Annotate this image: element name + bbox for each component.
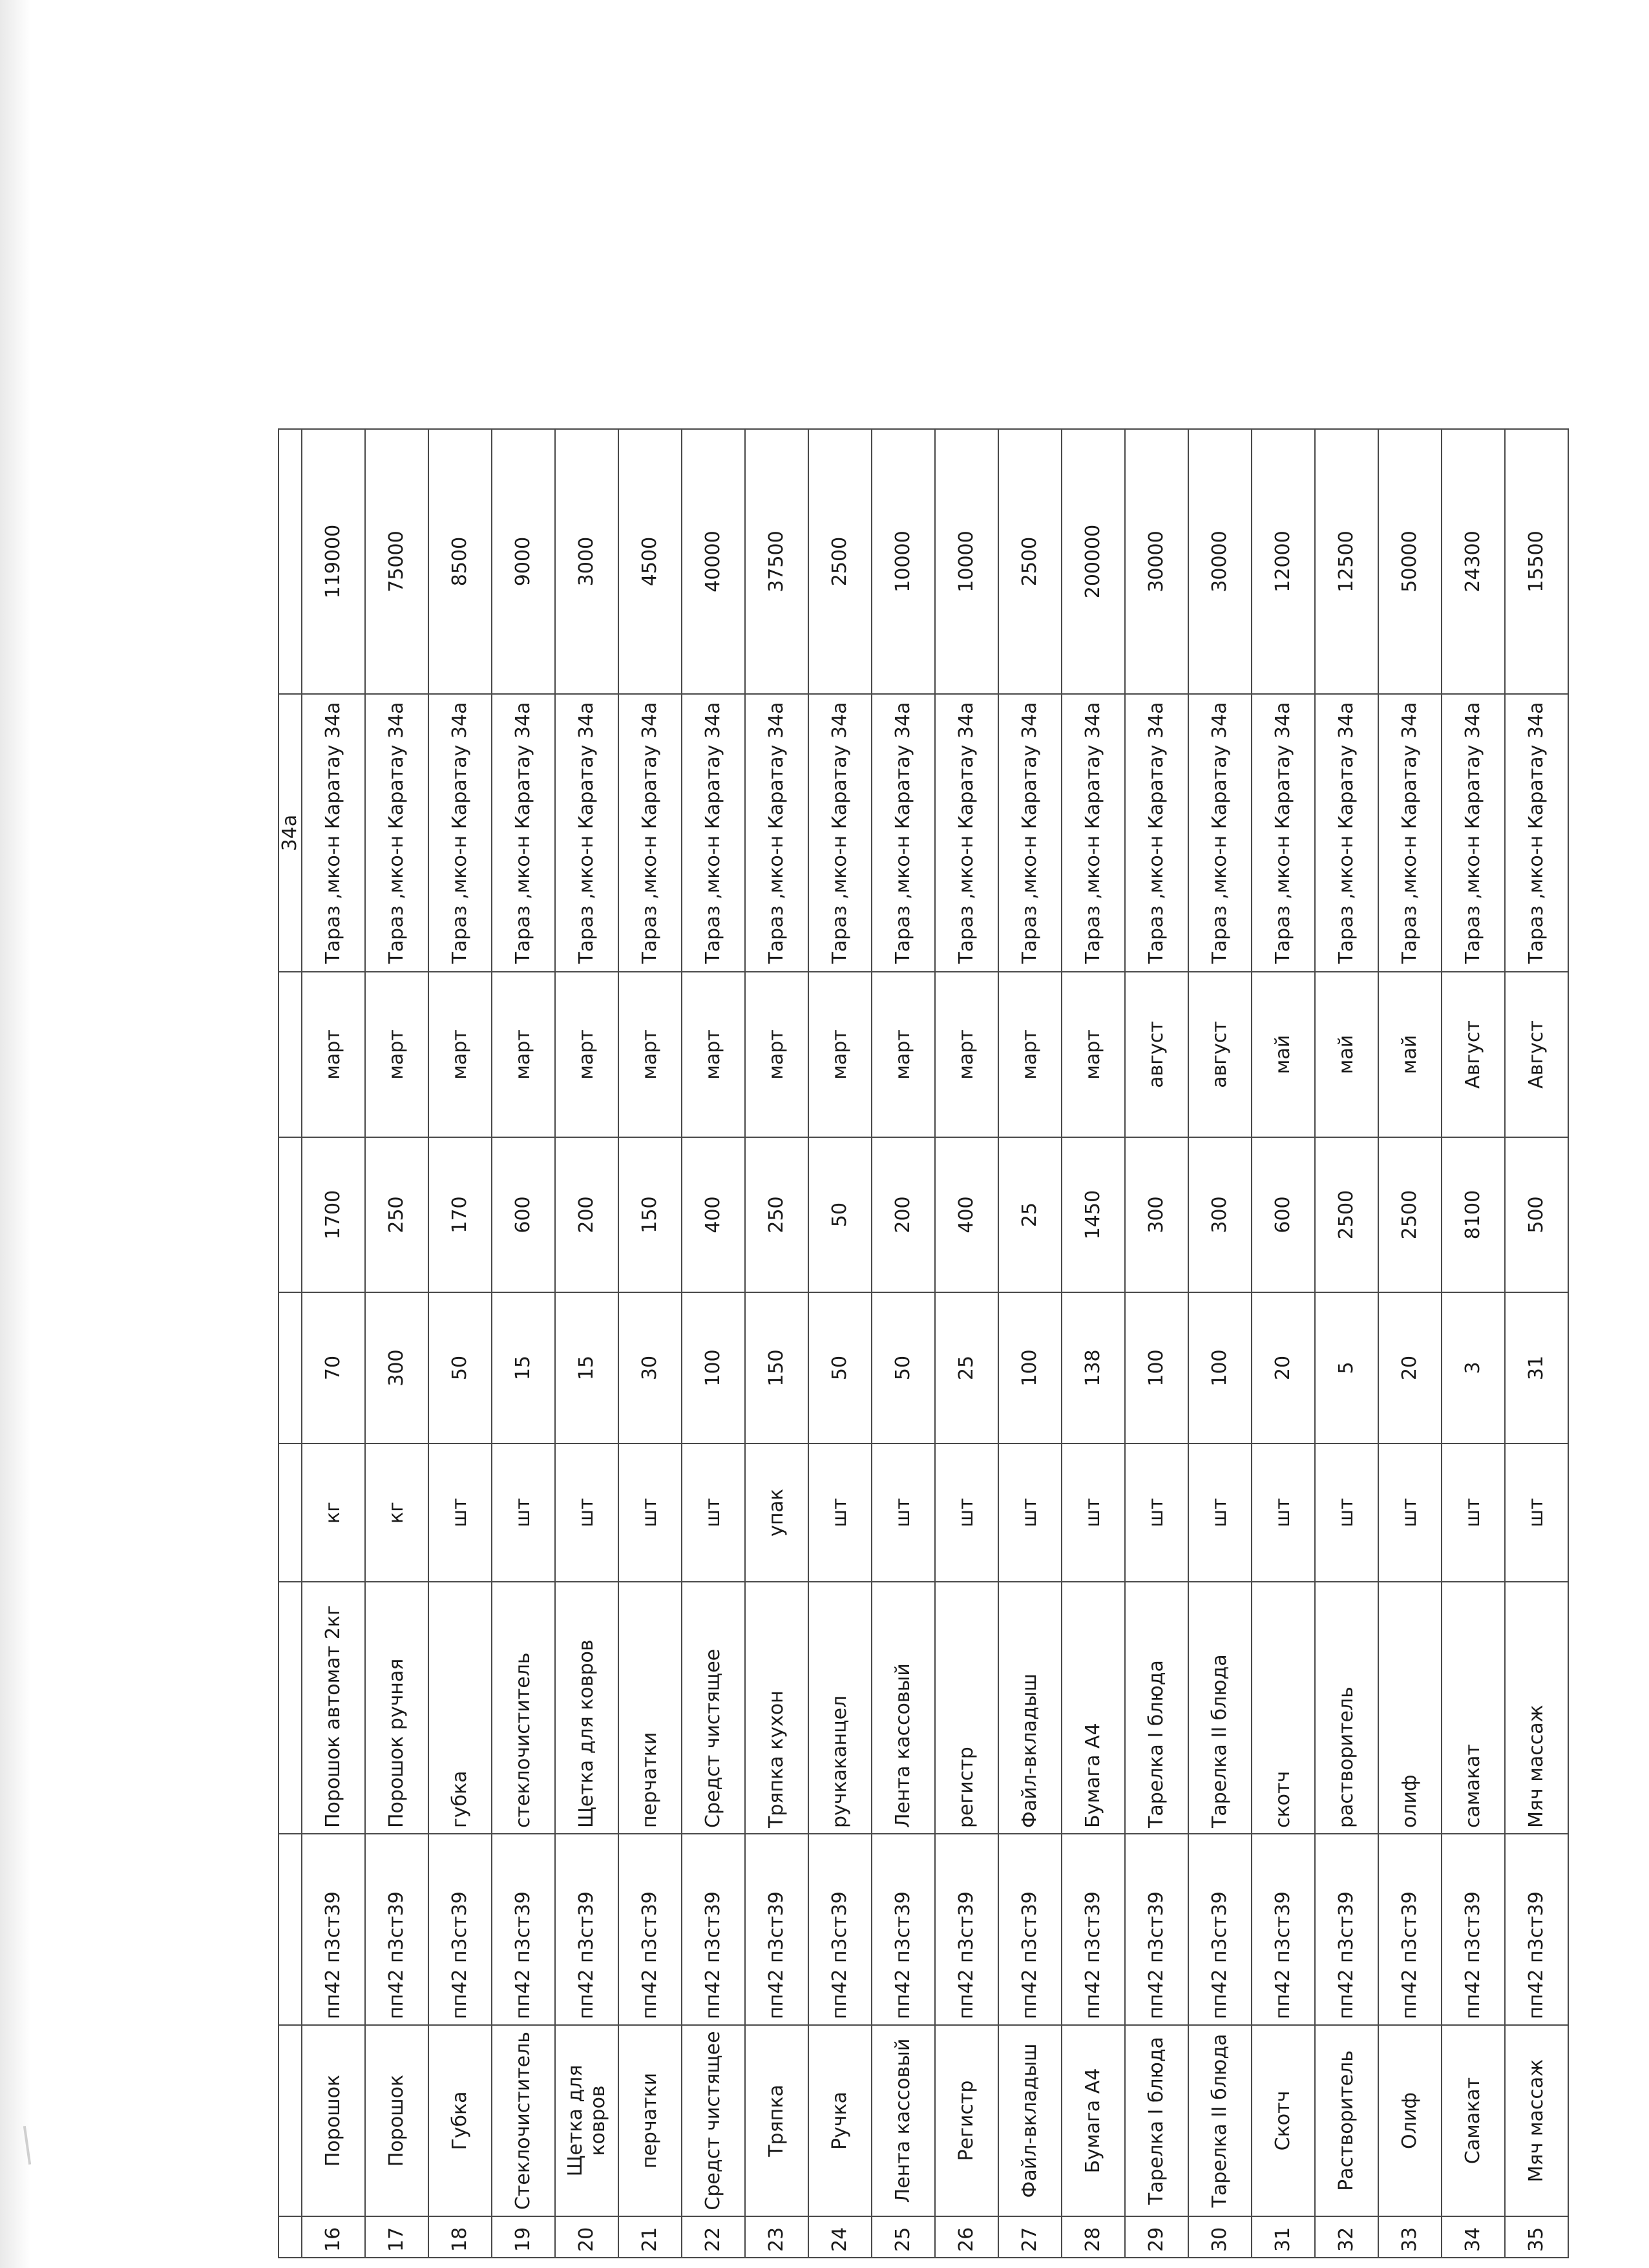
cell-item-name: Бумага А4 bbox=[1062, 2025, 1125, 2216]
cell-unit: кг bbox=[302, 1444, 365, 1582]
cell-quantity: 20 bbox=[1378, 1292, 1442, 1444]
cell-description: стеклочиститель bbox=[492, 1582, 555, 1834]
cell-price: 170 bbox=[428, 1137, 492, 1292]
cell-place: Тараз ,мко-н Каратау 34а bbox=[1442, 694, 1505, 972]
table-row bbox=[872, 429, 935, 2258]
cell-item-name: Олиф bbox=[1378, 2025, 1442, 2216]
table-row bbox=[555, 429, 618, 2258]
table-row bbox=[935, 429, 998, 2258]
table-row bbox=[1442, 429, 1505, 2258]
cell-sum: 75000 bbox=[365, 429, 428, 694]
cell-unit: шт bbox=[1378, 1444, 1442, 1582]
cell-description: Тарелка I блюда bbox=[1125, 1582, 1188, 1834]
cell-quantity: 3 bbox=[1442, 1292, 1505, 1444]
table-body bbox=[278, 429, 1568, 2258]
cell-description: растворитель bbox=[1315, 1582, 1378, 1834]
cell-code: пп42 п3ст39 bbox=[872, 1834, 935, 2025]
cell-place: Тараз ,мко-н Каратау 34а bbox=[1315, 694, 1378, 972]
cell-description: Мяч массаж bbox=[1505, 1582, 1568, 1834]
cell-description: перчатки bbox=[618, 1582, 682, 1834]
cell-unit: шт bbox=[492, 1444, 555, 1582]
cell-sum: 24300 bbox=[1442, 429, 1505, 694]
cell-quantity: 5 bbox=[1315, 1292, 1378, 1444]
cell-price: 400 bbox=[682, 1137, 745, 1292]
cell-number: 21 bbox=[618, 2216, 682, 2258]
cell-number: 27 bbox=[998, 2216, 1062, 2258]
cell-item-name: Скотч bbox=[1252, 2025, 1315, 2216]
table-row-continuation bbox=[278, 429, 302, 2258]
cell-place: Тараз ,мко-н Каратау 34а bbox=[1188, 694, 1252, 972]
cell-sum: 9000 bbox=[492, 429, 555, 694]
cell-number: 31 bbox=[1252, 2216, 1315, 2258]
cell-month: март bbox=[682, 972, 745, 1137]
cell-code: пп42 п3ст39 bbox=[302, 1834, 365, 2025]
cell-sum: 30000 bbox=[1125, 429, 1188, 694]
cell-sum: 200000 bbox=[1062, 429, 1125, 694]
cell-place: Тараз ,мко-н Каратау 34а bbox=[682, 694, 745, 972]
cell-number: 32 bbox=[1315, 2216, 1378, 2258]
cell-description: Порошок ручная bbox=[365, 1582, 428, 1834]
cell-sum: 10000 bbox=[872, 429, 935, 694]
cell-sum: 8500 bbox=[428, 429, 492, 694]
cell-place: Тараз ,мко-н Каратау 34а bbox=[1378, 694, 1442, 972]
cell-price: 500 bbox=[1505, 1137, 1568, 1292]
cell-unit: шт bbox=[1125, 1444, 1188, 1582]
cell-item-name: Губка bbox=[428, 2025, 492, 2216]
cell-empty bbox=[278, 1292, 302, 1444]
cell-number: 18 bbox=[428, 2216, 492, 2258]
cell-sum: 10000 bbox=[935, 429, 998, 694]
cell-place: Тараз ,мко-н Каратау 34а bbox=[998, 694, 1062, 972]
cell-month: март bbox=[808, 972, 872, 1137]
cell-code: пп42 п3ст39 bbox=[1442, 1834, 1505, 2025]
cell-item-name: Лента кассовый bbox=[872, 2025, 935, 2216]
cell-item-name: Порошок bbox=[365, 2025, 428, 2216]
cell-place: Тараз ,мко-н Каратау 34а bbox=[935, 694, 998, 972]
cell-unit: шт bbox=[1188, 1444, 1252, 1582]
table-row bbox=[745, 429, 808, 2258]
cell-month: март bbox=[365, 972, 428, 1137]
cell-sum: 4500 bbox=[618, 429, 682, 694]
cell-unit: кг bbox=[365, 1444, 428, 1582]
cell-place: Тараз ,мко-н Каратау 34а bbox=[365, 694, 428, 972]
cell-quantity: 50 bbox=[428, 1292, 492, 1444]
cell-place: Тараз ,мко-н Каратау 34а bbox=[555, 694, 618, 972]
cell-quantity: 150 bbox=[745, 1292, 808, 1444]
cell-number: 30 bbox=[1188, 2216, 1252, 2258]
cell-unit: шт bbox=[428, 1444, 492, 1582]
cell-price: 600 bbox=[1252, 1137, 1315, 1292]
cell-quantity: 100 bbox=[682, 1292, 745, 1444]
cell-month: март bbox=[872, 972, 935, 1137]
cell-empty bbox=[278, 1582, 302, 1834]
cell-price: 150 bbox=[618, 1137, 682, 1292]
cell-place: Тараз ,мко-н Каратау 34а bbox=[808, 694, 872, 972]
table-row bbox=[998, 429, 1062, 2258]
cell-price: 600 bbox=[492, 1137, 555, 1292]
cell-item-name: Файл-вкладыш bbox=[998, 2025, 1062, 2216]
cell-quantity: 138 bbox=[1062, 1292, 1125, 1444]
cell-place: Тараз ,мко-н Каратау 34а bbox=[1125, 694, 1188, 972]
cell-code: пп42 п3ст39 bbox=[808, 1834, 872, 2025]
cell-price: 250 bbox=[365, 1137, 428, 1292]
cell-code: пп42 п3ст39 bbox=[555, 1834, 618, 2025]
cell-item-name: Порошок bbox=[302, 2025, 365, 2216]
cell-price: 1450 bbox=[1062, 1137, 1125, 1292]
cell-unit: шт bbox=[872, 1444, 935, 1582]
cell-code: пп42 п3ст39 bbox=[1125, 1834, 1188, 2025]
cell-place: Тараз ,мко-н Каратау 34а bbox=[302, 694, 365, 972]
cell-price: 200 bbox=[555, 1137, 618, 1292]
cell-item-name: Тряпка bbox=[745, 2025, 808, 2216]
cell-empty bbox=[278, 1834, 302, 2025]
cell-unit: шт bbox=[1062, 1444, 1125, 1582]
cell-code: пп42 п3ст39 bbox=[682, 1834, 745, 2025]
cell-description: регистр bbox=[935, 1582, 998, 1834]
cell-quantity: 31 bbox=[1505, 1292, 1568, 1444]
cell-quantity: 20 bbox=[1252, 1292, 1315, 1444]
table-row bbox=[618, 429, 682, 2258]
cell-quantity: 100 bbox=[1188, 1292, 1252, 1444]
cell-price: 25 bbox=[998, 1137, 1062, 1292]
cell-place: Тараз ,мко-н Каратау 34а bbox=[492, 694, 555, 972]
cell-sum: 2500 bbox=[808, 429, 872, 694]
cell-month: август bbox=[1188, 972, 1252, 1137]
table-row bbox=[682, 429, 745, 2258]
table-row bbox=[1378, 429, 1442, 2258]
cell-empty bbox=[278, 1444, 302, 1582]
cell-code: пп42 п3ст39 bbox=[428, 1834, 492, 2025]
cell-unit: шт bbox=[555, 1444, 618, 1582]
cell-quantity: 100 bbox=[998, 1292, 1062, 1444]
cell-place: Тараз ,мко-н Каратау 34а bbox=[745, 694, 808, 972]
cell-quantity: 25 bbox=[935, 1292, 998, 1444]
cell-number: 22 bbox=[682, 2216, 745, 2258]
cell-number: 33 bbox=[1378, 2216, 1442, 2258]
cell-month: май bbox=[1378, 972, 1442, 1137]
cell-number: 23 bbox=[745, 2216, 808, 2258]
cell-item-name: Тарелка II блюда bbox=[1188, 2025, 1252, 2216]
table-row bbox=[428, 429, 492, 2258]
cell-month: март bbox=[302, 972, 365, 1137]
cell-number: 17 bbox=[365, 2216, 428, 2258]
cell-number: 26 bbox=[935, 2216, 998, 2258]
cell-price: 2500 bbox=[1378, 1137, 1442, 1292]
cell-price: 300 bbox=[1125, 1137, 1188, 1292]
cell-code: пп42 п3ст39 bbox=[1505, 1834, 1568, 2025]
cell-item-name: Мяч массаж bbox=[1505, 2025, 1568, 2216]
procurement-table bbox=[278, 428, 1569, 2258]
cell-unit: шт bbox=[935, 1444, 998, 1582]
cell-item-name: Самакат bbox=[1442, 2025, 1505, 2216]
cell-unit: шт bbox=[998, 1444, 1062, 1582]
cell-unit: шт bbox=[1442, 1444, 1505, 1582]
cell-empty bbox=[278, 2025, 302, 2216]
cell-empty bbox=[278, 429, 302, 694]
table-row bbox=[365, 429, 428, 2258]
cell-code: пп42 п3ст39 bbox=[618, 1834, 682, 2025]
cell-place: Тараз ,мко-н Каратау 34а bbox=[1252, 694, 1315, 972]
cell-number: 16 bbox=[302, 2216, 365, 2258]
cell-sum: 3000 bbox=[555, 429, 618, 694]
cell-unit: шт bbox=[1252, 1444, 1315, 1582]
cell-number: 35 bbox=[1505, 2216, 1568, 2258]
cell-description: скотч bbox=[1252, 1582, 1315, 1834]
cell-number: 28 bbox=[1062, 2216, 1125, 2258]
cell-sum: 40000 bbox=[682, 429, 745, 694]
cell-code: пп42 п3ст39 bbox=[1315, 1834, 1378, 2025]
cell-item-name: Щетка для ковров bbox=[555, 2025, 618, 2216]
cell-quantity: 300 bbox=[365, 1292, 428, 1444]
cell-place: Тараз ,мко-н Каратау 34а bbox=[1505, 694, 1568, 972]
cell-month: Август bbox=[1442, 972, 1505, 1137]
cell-empty bbox=[278, 1137, 302, 1292]
cell-empty bbox=[278, 972, 302, 1137]
cell-month: Август bbox=[1505, 972, 1568, 1137]
cell-code: пп42 п3ст39 bbox=[1062, 1834, 1125, 2025]
cell-month: март bbox=[618, 972, 682, 1137]
cell-code: пп42 п3ст39 bbox=[492, 1834, 555, 2025]
cell-month: март bbox=[1062, 972, 1125, 1137]
cell-number: 24 bbox=[808, 2216, 872, 2258]
cell-sum: 12500 bbox=[1315, 429, 1378, 694]
cell-description: Щетка для ковров bbox=[555, 1582, 618, 1834]
cell-month: март bbox=[745, 972, 808, 1137]
cell-place: Тараз ,мко-н Каратау 34а bbox=[872, 694, 935, 972]
cell-place: Тараз ,мко-н Каратау 34а bbox=[1062, 694, 1125, 972]
table-row bbox=[1505, 429, 1568, 2258]
cell-unit: шт bbox=[1505, 1444, 1568, 1582]
cell-description: Бумага А4 bbox=[1062, 1582, 1125, 1834]
cell-code: пп42 п3ст39 bbox=[365, 1834, 428, 2025]
cell-place: Тараз ,мко-н Каратау 34а bbox=[428, 694, 492, 972]
cell-code: пп42 п3ст39 bbox=[935, 1834, 998, 2025]
cell-month: март bbox=[428, 972, 492, 1137]
table-row bbox=[1315, 429, 1378, 2258]
cell-description: губка bbox=[428, 1582, 492, 1834]
cell-unit: шт bbox=[618, 1444, 682, 1582]
cell-price: 200 bbox=[872, 1137, 935, 1292]
cell-code: пп42 п3ст39 bbox=[1188, 1834, 1252, 2025]
cell-item-name: Регистр bbox=[935, 2025, 998, 2216]
cell-item-name: Средст чистящее bbox=[682, 2025, 745, 2216]
cell-price: 1700 bbox=[302, 1137, 365, 1292]
cell-description: ручкаканцел bbox=[808, 1582, 872, 1834]
cell-price: 50 bbox=[808, 1137, 872, 1292]
cell-description: Тряпка кухон bbox=[745, 1582, 808, 1834]
cell-price: 400 bbox=[935, 1137, 998, 1292]
cell-month: март bbox=[555, 972, 618, 1137]
cell-quantity: 15 bbox=[492, 1292, 555, 1444]
cell-quantity: 30 bbox=[618, 1292, 682, 1444]
cell-code: пп42 п3ст39 bbox=[1252, 1834, 1315, 2025]
cell-empty bbox=[278, 2216, 302, 2258]
cell-quantity: 100 bbox=[1125, 1292, 1188, 1444]
cell-sum: 12000 bbox=[1252, 429, 1315, 694]
cell-month: май bbox=[1252, 972, 1315, 1137]
table-row bbox=[492, 429, 555, 2258]
table-row bbox=[302, 429, 365, 2258]
cell-description: Порошок автомат 2кг bbox=[302, 1582, 365, 1834]
cell-item-name: Стеклочиститель bbox=[492, 2025, 555, 2216]
cell-month: май bbox=[1315, 972, 1378, 1137]
cell-code: пп42 п3ст39 bbox=[745, 1834, 808, 2025]
cell-month: март bbox=[998, 972, 1062, 1137]
cell-number: 29 bbox=[1125, 2216, 1188, 2258]
cell-sum: 30000 bbox=[1188, 429, 1252, 694]
cell-sum: 2500 bbox=[998, 429, 1062, 694]
cell-item-name: Растворитель bbox=[1315, 2025, 1378, 2216]
cell-sum: 119000 bbox=[302, 429, 365, 694]
cell-quantity: 15 bbox=[555, 1292, 618, 1444]
cell-quantity: 70 bbox=[302, 1292, 365, 1444]
cell-month: август bbox=[1125, 972, 1188, 1137]
scan-edge-shadow bbox=[0, 0, 31, 2268]
cell-price: 250 bbox=[745, 1137, 808, 1292]
cell-quantity: 50 bbox=[872, 1292, 935, 1444]
cell-unit: упак bbox=[745, 1444, 808, 1582]
cell-sum: 50000 bbox=[1378, 429, 1442, 694]
cell-code: пп42 п3ст39 bbox=[1378, 1834, 1442, 2025]
cell-description: Файл-вкладыш bbox=[998, 1582, 1062, 1834]
cell-description: самакат bbox=[1442, 1582, 1505, 1834]
cell-description: Лента кассовый bbox=[872, 1582, 935, 1834]
cell-month: март bbox=[935, 972, 998, 1137]
cell-unit: шт bbox=[808, 1444, 872, 1582]
table-row bbox=[808, 429, 872, 2258]
cell-place: 34a bbox=[278, 694, 302, 972]
cell-price: 2500 bbox=[1315, 1137, 1378, 1292]
table-row bbox=[1125, 429, 1188, 2258]
cell-description: Средст чистящее bbox=[682, 1582, 745, 1834]
cell-number: 19 bbox=[492, 2216, 555, 2258]
cell-sum: 15500 bbox=[1505, 429, 1568, 694]
cell-place: Тараз ,мко-н Каратау 34а bbox=[618, 694, 682, 972]
table-row bbox=[1188, 429, 1252, 2258]
cell-month: март bbox=[492, 972, 555, 1137]
table-row bbox=[1062, 429, 1125, 2258]
cell-item-name: Ручка bbox=[808, 2025, 872, 2216]
cell-number: 34 bbox=[1442, 2216, 1505, 2258]
cell-code: пп42 п3ст39 bbox=[998, 1834, 1062, 2025]
cell-unit: шт bbox=[1315, 1444, 1378, 1582]
cell-price: 300 bbox=[1188, 1137, 1252, 1292]
cell-number: 20 bbox=[555, 2216, 618, 2258]
cell-number: 25 bbox=[872, 2216, 935, 2258]
cell-sum: 37500 bbox=[745, 429, 808, 694]
cell-item-name: Тарелка I блюда bbox=[1125, 2025, 1188, 2216]
cell-description: Тарелка II блюда bbox=[1188, 1582, 1252, 1834]
cell-quantity: 50 bbox=[808, 1292, 872, 1444]
table-row bbox=[1252, 429, 1315, 2258]
cell-unit: шт bbox=[682, 1444, 745, 1582]
cell-item-name: перчатки bbox=[618, 2025, 682, 2216]
cell-description: олиф bbox=[1378, 1582, 1442, 1834]
cell-price: 8100 bbox=[1442, 1137, 1505, 1292]
